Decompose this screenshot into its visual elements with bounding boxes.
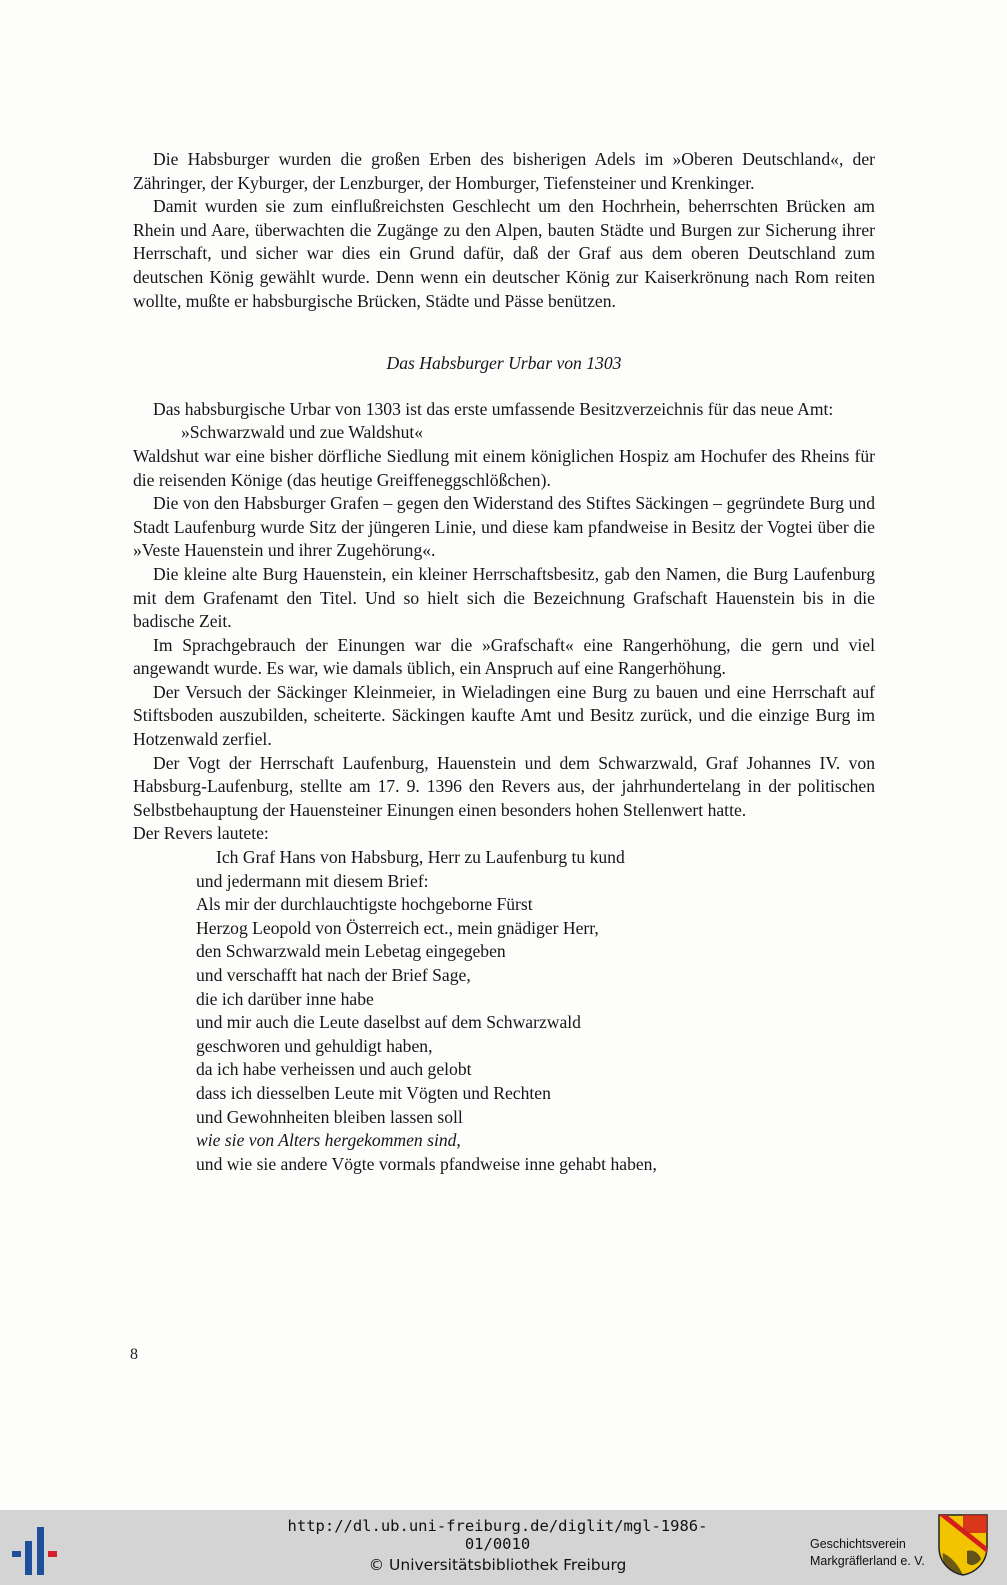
society-name[interactable] (810, 1536, 930, 1570)
paragraph: Waldshut war eine bisher dörfliche Siedlung mit einem königlichen Hospiz am Hochufer des Rheins für die reisenden Könige (das heutige Greiffeneggschlößchen). (133, 445, 875, 490)
paragraph: Die von den Habsburger Grafen – gegen den Widerstand des Stiftes Säckingen – gegründete Burg und Stadt Laufenburg wurde Sitz der jüngeren Linie, und diese kam pfandweise in Besitz der Vogtei über die »Veste Hauenstein und ihrer Zugehörung«. (133, 493, 875, 561)
body-text (133, 148, 875, 1176)
paragraph: Im Sprachgebrauch der Einungen war die »Grafschaft« eine Rangerhöhung, die gern und viel angewandt wurde. Es war, wie damals üblich, ein Anspruch auf eine Rangerhöhung. (133, 634, 875, 679)
coat-of-arms-icon[interactable] (937, 1513, 989, 1577)
paragraph: Das habsburgische Urbar von 1303 ist das erste umfassende Besitzverzeichnis für das neue Amt: (153, 398, 834, 419)
verse-line: und verschafft hat nach der Brief Sage, (196, 965, 471, 985)
society-line: Geschichtsverein (810, 1537, 906, 1551)
verse-line: wie sie von Alters hergekommen sind, (196, 1130, 461, 1151)
paragraph: Die kleine alte Burg Hauenstein, ein kleiner Herrschaftsbesitz, gab den Namen, die Burg Laufenburg mit dem Grafenamt den Titel. Und so hielt sich die Bezeichnung Grafschaft Hauenstein bis in die badische Zeit. (133, 563, 875, 632)
verse-line: und Gewohnheiten bleiben lassen soll (196, 1106, 463, 1127)
paragraph: Der Vogt der Herrschaft Laufenburg, Hauenstein und dem Schwarzwald, Graf Johannes IV. von Habsburg-Laufenburg, stellte am 17. 9. 1396 den Revers aus, der jahrhundertelang in der politischen Selbstbehauptung der Hauensteiner Einungen einen besonders hohen Stellenwert hatte. (133, 752, 875, 820)
paragraph: Damit wurden sie zum einflußreichsten Geschlecht um den Hochrhein, beherrschten Brücken am Rhein und Aare, überwachten die Zugänge zu den Alpen, bauten Städte und Burgen zur Sicherung ihrer Herrschaft, und sicher war dies ein Grund dafür, daß der Graf aus dem oberen Deutschland zum deutschen König gewählt wurde. Denn wenn ein deutscher König zur Kaiserkrönung nach Rom reiten wollte, mußte er habsburgische Brücken, Städte und Pässe benützen. (133, 196, 875, 311)
verse-line: Ich Graf Hans von Habsburg, Herr zu Laufenburg tu kund (216, 847, 625, 868)
verse-line: den Schwarzwald mein Lebetag eingegeben (196, 941, 506, 962)
verse-line: dass ich diesselben Leute mit Vögten und Rechten (196, 1082, 551, 1103)
verse-line: und wie sie andere Vögte vormals pfandweise inne gehabt haben, (196, 1153, 657, 1174)
paragraph: Der Versuch der Säckinger Kleinmeier, in Wieladingen eine Burg zu bauen und eine Herrschaft auf Stiftsboden auszubilden, scheiterte. Säckingen kaufte Amt und Besitz zurück, und die einzige Burg im Hotzenwald zerfiel. (133, 681, 875, 750)
paragraph: Der Revers lautete: (133, 823, 269, 844)
society-line: Markgräflerland e. V. (810, 1554, 925, 1568)
verse-line: Als mir der durchlauchtigste hochgeborne Fürst (196, 894, 533, 915)
copyright-notice: © Universitätsbibliothek Freiburg (368, 1556, 627, 1574)
ub-freiburg-logo-icon[interactable] (10, 1521, 68, 1577)
verse-line: die ich darüber inne habe (196, 988, 374, 1009)
verse-line: und jedermann mit diesem Brief: (196, 870, 429, 891)
revers-verse (133, 846, 875, 1176)
verse-line: da ich habe verheissen und auch gelobt (196, 1059, 472, 1080)
page-number: 8 (130, 1346, 138, 1363)
paragraph: Die Habsburger wurden die großen Erben des bisherigen Adels im »Oberen Deutschland«, der Zähringer, der Kyburger, der Lenzburger, der Homburger, Tiefensteiner und Krenkinger. (133, 149, 875, 193)
verse-line: und mir auch die Leute daselbst auf dem Schwarzwald (196, 1012, 581, 1033)
verse-line: Herzog Leopold von Österreich ect., mein gnädiger Herr, (196, 917, 599, 938)
verse-line: geschworen und gehuldigt haben, (196, 1035, 433, 1056)
permalink-url[interactable]: http://dl.ub.uni-freiburg.de/diglit/mgl-1986-01/0010 (287, 1517, 708, 1553)
quoted-title: »Schwarzwald und zue Waldshut« (181, 422, 424, 443)
section-heading: Das Habsburger Urbar von 1303 (386, 353, 622, 374)
